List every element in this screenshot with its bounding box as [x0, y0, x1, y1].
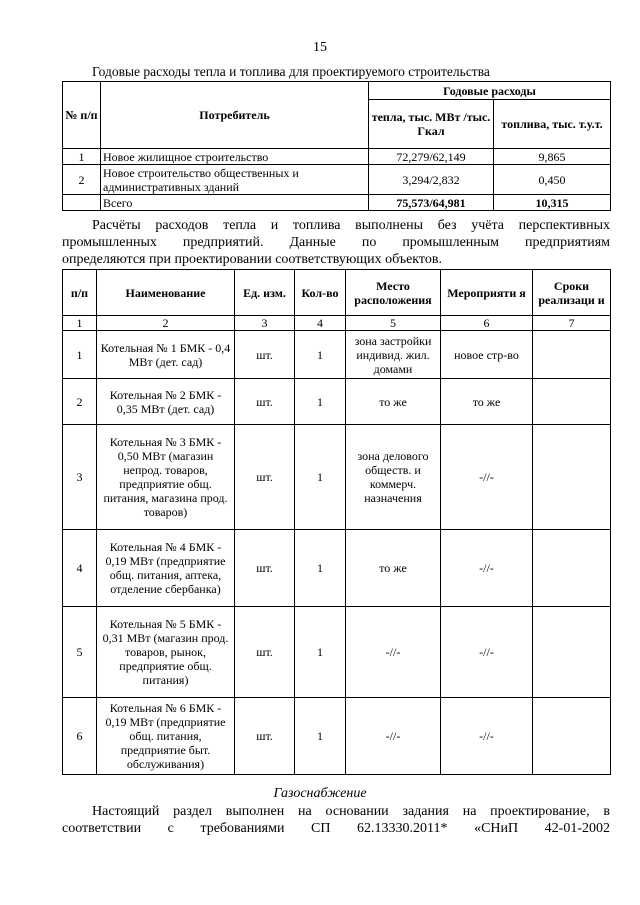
row-terms — [533, 425, 611, 530]
row-name: Котельная № 1 БМК - 0,4 МВт (дет. сад) — [97, 331, 235, 379]
row-place: зона делового обществ. и коммерч. назначения — [346, 425, 441, 530]
row-terms — [533, 607, 611, 698]
table1-caption: Годовые расходы тепла и топлива для проектируемого строительства — [92, 64, 490, 79]
header-unit: Ед. изм. — [235, 270, 295, 316]
row-name: Котельная № 2 БМК - 0,35 МВт (дет. сад) — [97, 379, 235, 425]
row-place: то же — [346, 379, 441, 425]
row-place: -//- — [346, 698, 441, 775]
table-row — [63, 530, 611, 607]
row-terms — [533, 530, 611, 607]
row-action: -//- — [441, 607, 533, 698]
row-num: 1 — [63, 331, 97, 379]
column-index: 4 — [295, 316, 346, 331]
header-terms: Сроки реализаци и — [533, 270, 611, 316]
row-terms — [533, 698, 611, 775]
row-qty: 1 — [295, 607, 346, 698]
row-unit: шт. — [235, 607, 295, 698]
row-action: то же — [441, 379, 533, 425]
row-fuel: 9,865 — [494, 149, 611, 165]
row-action: новое стр-во — [441, 331, 533, 379]
row-name: Котельная № 6 БМК - 0,19 МВт (предприятие общ. питания, предприятие быт. обслуживания) — [97, 698, 235, 775]
row-action: -//- — [441, 425, 533, 530]
paragraph-line: соответствии с требованиями СП 62.13330.2011* «СНиП 42-01-2002 — [62, 821, 610, 836]
total-label: Всего — [101, 195, 369, 211]
row-qty: 1 — [295, 425, 346, 530]
row-unit: шт. — [235, 425, 295, 530]
row-action: -//- — [441, 698, 533, 775]
row-terms — [533, 379, 611, 425]
row-consumer: Новое жилищное строительство — [101, 149, 369, 165]
column-index-row — [63, 316, 611, 331]
row-terms — [533, 331, 611, 379]
row-num: 6 — [63, 698, 97, 775]
table-row — [63, 425, 611, 530]
row-heat: 72,279/62,149 — [369, 149, 494, 165]
row-qty: 1 — [295, 331, 346, 379]
row-num: 5 — [63, 607, 97, 698]
column-index: 6 — [441, 316, 533, 331]
row-place: то же — [346, 530, 441, 607]
table-total-row — [63, 195, 611, 211]
boiler-houses-table — [62, 269, 611, 775]
row-unit: шт. — [235, 379, 295, 425]
header-place: Место расположения — [346, 270, 441, 316]
table-row — [63, 165, 611, 195]
header-name: Наименование — [97, 270, 235, 316]
row-qty: 1 — [295, 698, 346, 775]
table-row — [63, 379, 611, 425]
header-heat: тепла, тыс. МВт /тыс. Гкал — [369, 100, 494, 149]
header-fuel: топлива, тыс. т.у.т. — [494, 100, 611, 149]
paragraph-line: промышленных предприятий. Данные по промышленным предприятиям — [62, 235, 610, 250]
table-row — [63, 149, 611, 165]
paragraph-line: Расчёты расходов тепла и топлива выполнены без учёта перспективных — [92, 218, 610, 233]
table-row — [63, 607, 611, 698]
column-index: 2 — [97, 316, 235, 331]
row-num: 3 — [63, 425, 97, 530]
row-place: зона застройки индивид. жил. домами — [346, 331, 441, 379]
row-num: 1 — [63, 149, 101, 165]
column-index: 7 — [533, 316, 611, 331]
header-action: Мероприяти я — [441, 270, 533, 316]
row-name: Котельная № 5 БМК - 0,31 МВт (магазин прод. товаров, рынок, предприятие общ. питания) — [97, 607, 235, 698]
row-qty: 1 — [295, 379, 346, 425]
column-index: 1 — [63, 316, 97, 331]
row-place: -//- — [346, 607, 441, 698]
table-row — [63, 331, 611, 379]
paragraph-line: Настоящий раздел выполнен на основании задания на проектирование, в — [92, 804, 610, 819]
row-name: Котельная № 4 БМК - 0,19 МВт (предприятие общ. питания, аптека, отделение сбербанка) — [97, 530, 235, 607]
row-action: -//- — [441, 530, 533, 607]
column-index: 5 — [346, 316, 441, 331]
section-heading: Газоснабжение — [273, 786, 367, 801]
row-consumer: Новое строительство общественных и административных зданий — [101, 165, 369, 195]
row-num: 4 — [63, 530, 97, 607]
header-annual: Годовые расходы — [369, 82, 611, 100]
total-fuel: 10,315 — [494, 195, 611, 211]
header-qty: Кол-во — [295, 270, 346, 316]
total-heat: 75,573/64,981 — [369, 195, 494, 211]
column-index: 3 — [235, 316, 295, 331]
row-unit: шт. — [235, 698, 295, 775]
row-fuel: 0,450 — [494, 165, 611, 195]
header-consumer: Потребитель — [101, 82, 369, 149]
paragraph-line: определяются при проектировании соответствующих объектов. — [62, 252, 442, 267]
row-heat: 3,294/2,832 — [369, 165, 494, 195]
row-name: Котельная № 3 БМК - 0,50 МВт (магазин непрод. товаров, предприятие общ. питания, магазина прод. товаров) — [97, 425, 235, 530]
table-row — [63, 698, 611, 775]
heat-fuel-table — [62, 81, 611, 211]
row-num: 2 — [63, 165, 101, 195]
row-qty: 1 — [295, 530, 346, 607]
page-number: 15 — [313, 40, 327, 55]
row-num: 2 — [63, 379, 97, 425]
header-num: № п/п — [63, 82, 101, 149]
row-unit: шт. — [235, 331, 295, 379]
row-unit: шт. — [235, 530, 295, 607]
header-num: п/п — [63, 270, 97, 316]
